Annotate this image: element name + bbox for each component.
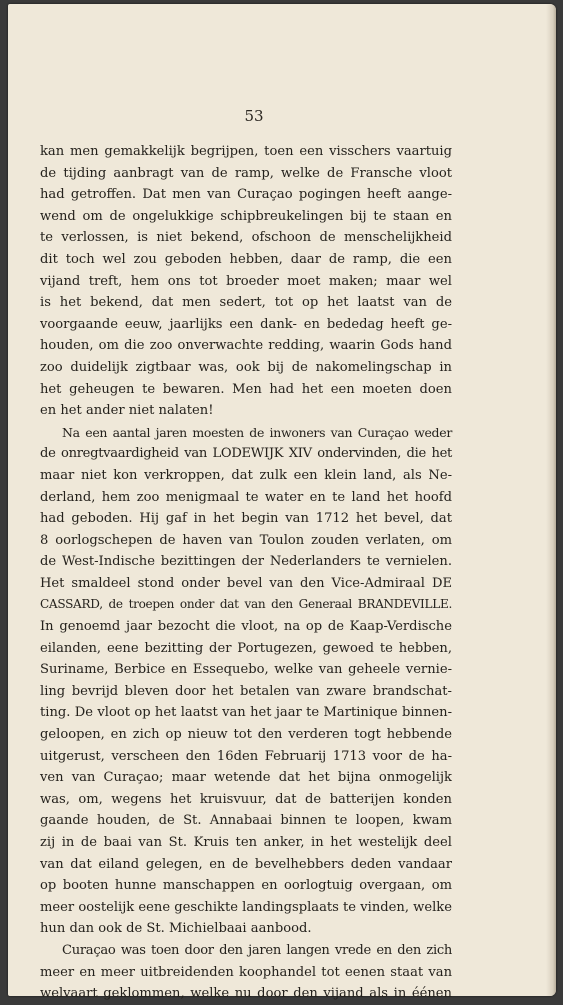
page-edge bbox=[546, 4, 556, 996]
text-line: van dat eiland gelegen, en de bevelhebbers deden vandaar bbox=[40, 856, 452, 872]
text-line: zij in de baai van St. Kruis ten anker, in het westelijk deel bbox=[40, 835, 452, 850]
text-line: ling bevrijd bleven door het betalen van zware brandschat- bbox=[40, 683, 452, 699]
text-line: maar niet kon verkroppen, dat zulk een klein land, als Ne- bbox=[40, 467, 452, 483]
book-page bbox=[8, 4, 556, 1002]
text-line: vijand treft, hem ons tot broeder moet maken; maar wel bbox=[40, 273, 452, 289]
text-line: was, om, wegens het kruisvuur, dat de batterijen konden bbox=[40, 791, 452, 807]
text-line: ting. De vloot op het laatst van het jaar te Martinique binnen- bbox=[40, 705, 452, 721]
text-line: gaande houden, de St. Annabaai binnen te loopen, kwam bbox=[40, 813, 452, 829]
text-line: op booten hunne manschappen en oorlogtuig overgaan, om bbox=[40, 878, 452, 894]
text-line: ven van Curaçao; maar wetende dat het bijna onmogelijk bbox=[40, 770, 452, 786]
text-line: In genoemd jaar bezocht die vloot, na op de Kaap-Verdische bbox=[40, 619, 452, 635]
text-line: had getroffen. Dat men van Curaçao pogingen heeft aange- bbox=[40, 187, 452, 203]
text-line: zoo duidelijk zigtbaar was, ook bij de nakomelingschap in bbox=[40, 359, 452, 375]
body-text bbox=[40, 141, 452, 1005]
text-line: meer oostelijk eene geschikte landingsplaats te vinden, welke bbox=[40, 899, 452, 915]
text-line: Het smaldeel stond onder bevel van den Vice-Admiraal DE bbox=[40, 575, 452, 591]
text-line: welvaart geklommen, welke nu door den vijand als in éénen bbox=[40, 986, 452, 1002]
text-line: Na een aantal jaren moesten de inwoners van Curaçao weder bbox=[62, 424, 452, 440]
text-line: 8 oorlogschepen de haven van Toulon zouden verlaten, om bbox=[40, 532, 452, 548]
text-line: uitgerust, verscheen den 16den Februarij 1713 voor de ha- bbox=[40, 748, 452, 764]
text-line: voorgaande eeuw, jaarlijks een dank- en bededag heeft ge- bbox=[40, 316, 452, 332]
text-line: de West-Indische bezittingen der Nederlanders te vernielen. bbox=[40, 554, 452, 570]
text-line: Suriname, Berbice en Essequebo, welke van geheele vernie- bbox=[40, 662, 452, 678]
text-line: derland, hem zoo menigmaal te water en te land het hoofd bbox=[40, 489, 452, 505]
text-line: en het ander niet nalaten! bbox=[40, 403, 214, 419]
text-line: de tijding aanbragt van de ramp, welke de Fransche vloot bbox=[40, 165, 452, 181]
text-line: meer en meer uitbreidenden koophandel tot eenen staat van bbox=[40, 964, 452, 980]
text-line: had geboden. Hij gaf in het begin van 1712 het bevel, dat bbox=[40, 511, 452, 527]
text-line: eilanden, eene bezitting der Portugezen, gewoed te hebben, bbox=[40, 640, 452, 656]
text-line: hun dan ook de St. Michielbaai aanbood. bbox=[40, 921, 312, 937]
text-line: houden, om die zoo onverwachte redding, waarin Gods hand bbox=[40, 338, 452, 354]
text-line: Curaçao was toen door den jaren langen vrede en den zich bbox=[62, 942, 452, 958]
text-line: CASSARD, de troepen onder dat van den Generaal BRANDEVILLE. bbox=[40, 597, 452, 612]
text-line: te verlossen, is niet bekend, ofschoon de menschelijkheid bbox=[40, 230, 452, 246]
page-number: 53 bbox=[244, 107, 264, 125]
text-line: wend om de ongelukkige schipbreukelingen bij te staan en bbox=[40, 208, 452, 224]
text-line: geloopen, en zich op nieuw tot den verderen togt hebbende bbox=[40, 727, 452, 743]
text-line: de onregtvaardigheid van LODEWIJK XIV ondervinden, die het bbox=[40, 446, 452, 462]
text-line: dit toch wel zou geboden hebben, daar de ramp, die een bbox=[40, 251, 452, 267]
text-line: is het bekend, dat men sedert, tot op het laatst van de bbox=[40, 295, 452, 311]
text-line: het geheugen te bewaren. Men had het een moeten doen bbox=[40, 381, 452, 397]
text-line: kan men gemakkelijk begrijpen, toen een visschers vaartuig bbox=[40, 144, 452, 159]
